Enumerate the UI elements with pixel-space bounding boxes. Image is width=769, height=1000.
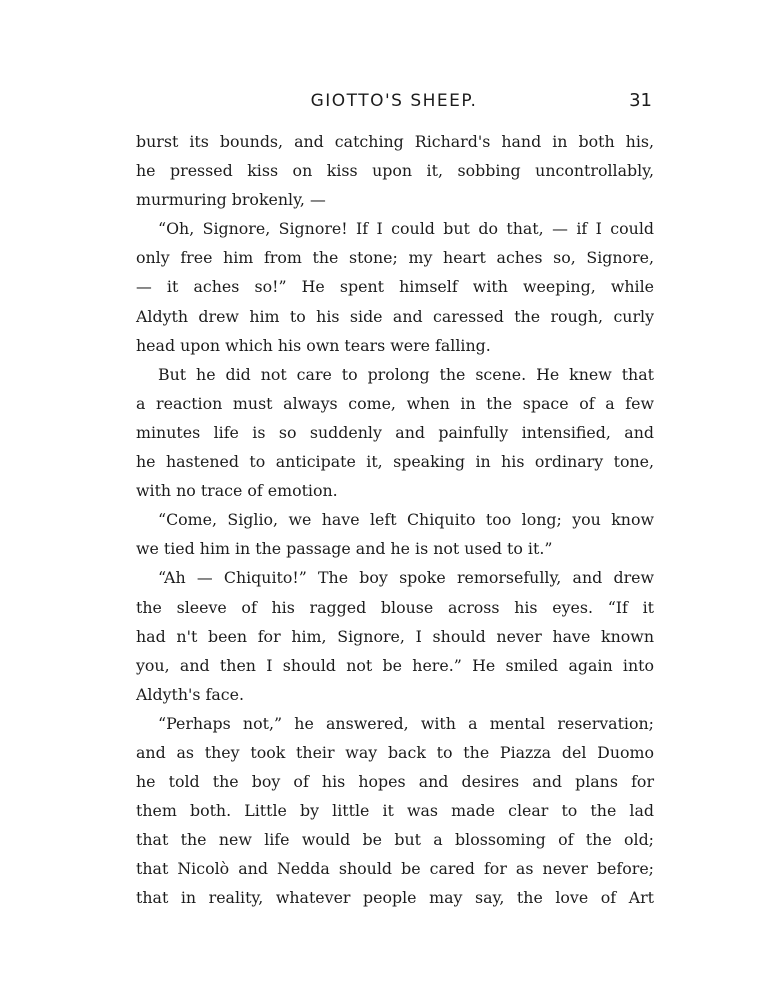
text-line: you, and then I should not be here.” He smiled again into [136,655,654,675]
text-line: we tied him in the passage and he is not used to it.” [136,539,553,559]
text-line: that the new life would be but a blossoming of the old; [136,830,654,850]
text-line: with no trace of emotion. [136,481,338,501]
text-line: “Ah — Chiquito!” The boy spoke remorsefully, and drew [158,568,654,588]
text-line: only free him from the stone; my heart aches so, Signore, [136,248,654,268]
text-line: the sleeve of his ragged blouse across his eyes. “If it [136,597,654,617]
text-line: But he did not care to prolong the scene. He knew that [158,364,654,384]
text-line: — it aches so!” He spent himself with weeping, while [136,277,654,297]
text-line: them both. Little by little it was made clear to the lad [136,801,654,821]
text-line: he pressed kiss on kiss upon it, sobbing uncontrollably, [136,161,654,181]
text-line: “Oh, Signore, Signore! If I could but do that, — if I could [158,219,654,239]
text-line: had n't been for him, Signore, I should never have known [136,626,654,646]
running-head [136,86,652,116]
text-line: burst its bounds, and catching Richard's hand in both his, [136,132,654,151]
text-line: Aldyth's face. [136,684,244,704]
text-line: he told the boy of his hopes and desires and plans for [136,772,654,792]
text-line: a reaction must always come, when in the space of a few [136,393,654,413]
text-line: “Come, Siglio, we have left Chiquito too long; you know [158,510,654,530]
text-line: that in reality, whatever people may say, the love of Art [136,888,654,908]
text-line: head upon which his own tears were falling. [136,335,491,355]
text-line: that Nicolò and Nedda should be cared for as never before; [136,859,654,879]
text-line: and as they took their way back to the Piazza del Duomo [136,742,654,762]
text-line: he hastened to anticipate it, speaking in his ordinary tone, [136,452,654,472]
running-title: GIOTTO'S SHEEP. [310,91,478,111]
text-line: “Perhaps not,” he answered, with a mental reservation; [158,713,654,733]
page-number: 31 [629,90,652,111]
text-line: murmuring brokenly, — [136,190,326,210]
text-line: Aldyth drew him to his side and caressed the rough, curly [136,306,654,326]
text-line: minutes life is so suddenly and painfully intensified, and [136,422,654,442]
body-text [136,127,654,913]
